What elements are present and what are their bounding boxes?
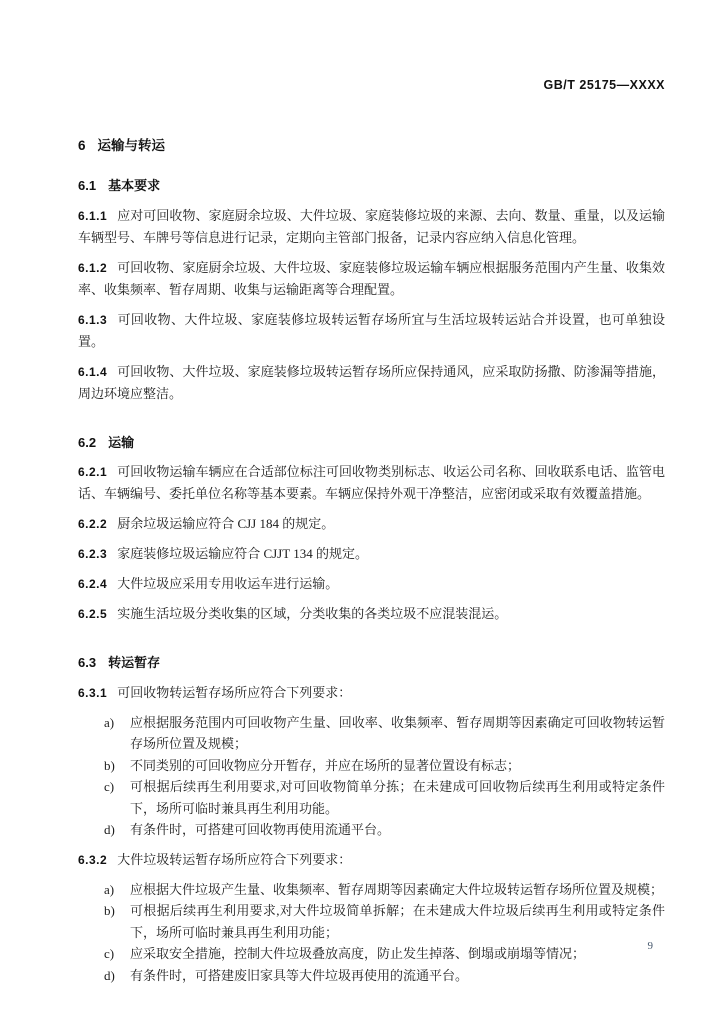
clause-6-3-2 — [78, 849, 665, 871]
clause-number: 6.3.2 — [78, 852, 108, 867]
page-number: 9 — [647, 940, 653, 952]
clause-6-2-5 — [78, 603, 665, 625]
clause-number: 6.2.4 — [78, 577, 108, 592]
list-item-label: c) — [104, 946, 115, 962]
clause-text: 可回收物、家庭厨余垃圾、大件垃圾、家庭装修垃圾运输车辆应根据服务范围内产生量、收集效率、收集频率、暂存周期、收集与运输距离等合理配置。 — [78, 259, 665, 297]
list-item — [78, 900, 665, 943]
list-item-label: a) — [104, 881, 115, 897]
clause-text: 厨余垃圾运输应符合 CJJ 184 的规定。 — [117, 516, 335, 532]
clause-6-1-4 — [78, 361, 665, 405]
list-item-text: 应采取安全措施，控制大件垃圾叠放高度，防止发生掉落、倒塌或崩塌等情况； — [130, 946, 586, 962]
list-item — [78, 776, 665, 819]
list-item-text: 应根据服务范围内可回收物产生量、回收率、收集频率、暂存周期等因素确定可回收物转运暂存场所位置及规模； — [130, 714, 665, 752]
list-item-text: 可根据后续再生利用要求,对可回收物简单分拣；在未建成可回收物后续再生利用或特定条件下，场所可临时兼具再生利用功能。 — [130, 779, 665, 816]
clause-6-3-2-list — [78, 879, 665, 987]
list-item-text: 不同类别的可回收物应分开暂存，并应在场所的显著位置设有标志； — [130, 757, 521, 773]
list-item-label: a) — [104, 714, 115, 730]
section-title: 运输 — [108, 434, 135, 450]
clause-text: 大件垃圾转运暂存场所应符合下列要求： — [117, 851, 352, 867]
section-6-2 — [78, 435, 665, 626]
list-item-text: 应根据大件垃圾产生量、收集频率、暂存周期等因素确定大件垃圾转运暂存场所位置及规模； — [130, 881, 664, 897]
list-item — [78, 712, 665, 755]
clause-number: 6.2.2 — [78, 517, 108, 532]
clause-number: 6.3.1 — [78, 685, 108, 700]
clause-6-1-1 — [78, 205, 665, 249]
section-title: 基本要求 — [108, 178, 161, 194]
document-body — [78, 138, 665, 994]
clause-6-2-2 — [78, 513, 665, 535]
section-heading — [78, 435, 665, 451]
list-item — [78, 943, 665, 965]
list-item — [78, 755, 665, 777]
list-item-text: 可根据后续再生利用要求,对大件垃圾简单拆解；在未建成大件垃圾后续再生利用或特定条件下，场所可临时兼具再生利用功能； — [130, 903, 665, 940]
section-number: 6.1 — [78, 178, 97, 194]
section-6-3 — [78, 655, 665, 986]
clause-text: 可回收物转运暂存场所应符合下列要求： — [117, 684, 352, 700]
clause-text: 家庭装修垃圾运输应符合 CJJT 134 的规定。 — [117, 546, 368, 562]
clause-text: 应对可回收物、家庭厨余垃圾、大件垃圾、家庭装修垃圾的来源、去向、数量、重量，以及运输车辆型号、车牌号等信息进行记录，定期向主管部门报备，记录内容应纳入信息化管理。 — [78, 207, 665, 245]
clause-text: 大件垃圾应采用专用收运车进行运输。 — [117, 576, 339, 592]
clause-text: 可回收物、大件垃圾、家庭装修垃圾转运暂存场所宜与生活垃圾转运站合并设置，也可单独设置。 — [78, 311, 665, 349]
chapter-title: 运输与转运 — [97, 138, 166, 153]
clause-text: 可回收物运输车辆应在合适部位标注可回收物类别标志、收运公司名称、回收联系电话、监管电话、车辆编号、委托单位名称等基本要素。车辆应保持外观干净整洁，应密闭或采取有效覆盖措施。 — [78, 464, 665, 502]
clause-6-1-3 — [78, 309, 665, 353]
list-item-text: 有条件时，可搭建废旧家具等大件垃圾再使用的流通平台。 — [130, 967, 469, 983]
clause-6-2-1 — [78, 461, 665, 505]
list-item — [78, 965, 665, 987]
list-item — [78, 819, 665, 841]
clause-number: 6.1.4 — [78, 364, 108, 379]
section-number: 6.2 — [78, 434, 97, 450]
list-item — [78, 879, 665, 901]
document-code: GB/T 25175—XXXX — [543, 78, 665, 92]
list-item-label: c) — [104, 779, 115, 795]
list-item-label: b) — [104, 903, 115, 919]
clause-6-2-4 — [78, 573, 665, 595]
clause-6-1-2 — [78, 257, 665, 301]
clause-number: 6.2.3 — [78, 547, 108, 562]
clause-number: 6.2.1 — [78, 465, 108, 480]
section-number: 6.3 — [78, 655, 97, 671]
clause-number: 6.1.2 — [78, 260, 108, 275]
clause-number: 6.1.1 — [78, 208, 108, 223]
section-title: 转运暂存 — [108, 655, 161, 671]
clause-number: 6.2.5 — [78, 607, 108, 622]
clause-6-3-1-list — [78, 712, 665, 841]
clause-6-2-3 — [78, 543, 665, 565]
chapter-heading — [78, 138, 665, 154]
list-item-text: 有条件时，可搭建可回收物再使用流通平台。 — [130, 822, 391, 838]
list-item-label: b) — [104, 757, 115, 773]
list-item-label: d) — [104, 822, 115, 838]
section-heading — [78, 178, 665, 194]
section-6-1 — [78, 178, 665, 405]
section-heading — [78, 655, 665, 671]
clause-6-3-1 — [78, 682, 665, 704]
clause-text: 可回收物、大件垃圾、家庭装修垃圾转运暂存场所应保持通风，应采取防扬撒、防渗漏等措施，周边环境应整洁。 — [78, 363, 665, 401]
clause-number: 6.1.3 — [78, 312, 108, 327]
chapter-number: 6 — [78, 138, 86, 153]
list-item-label: d) — [104, 967, 115, 983]
clause-text: 实施生活垃圾分类收集的区域，分类收集的各类垃圾不应混装混运。 — [117, 606, 508, 622]
